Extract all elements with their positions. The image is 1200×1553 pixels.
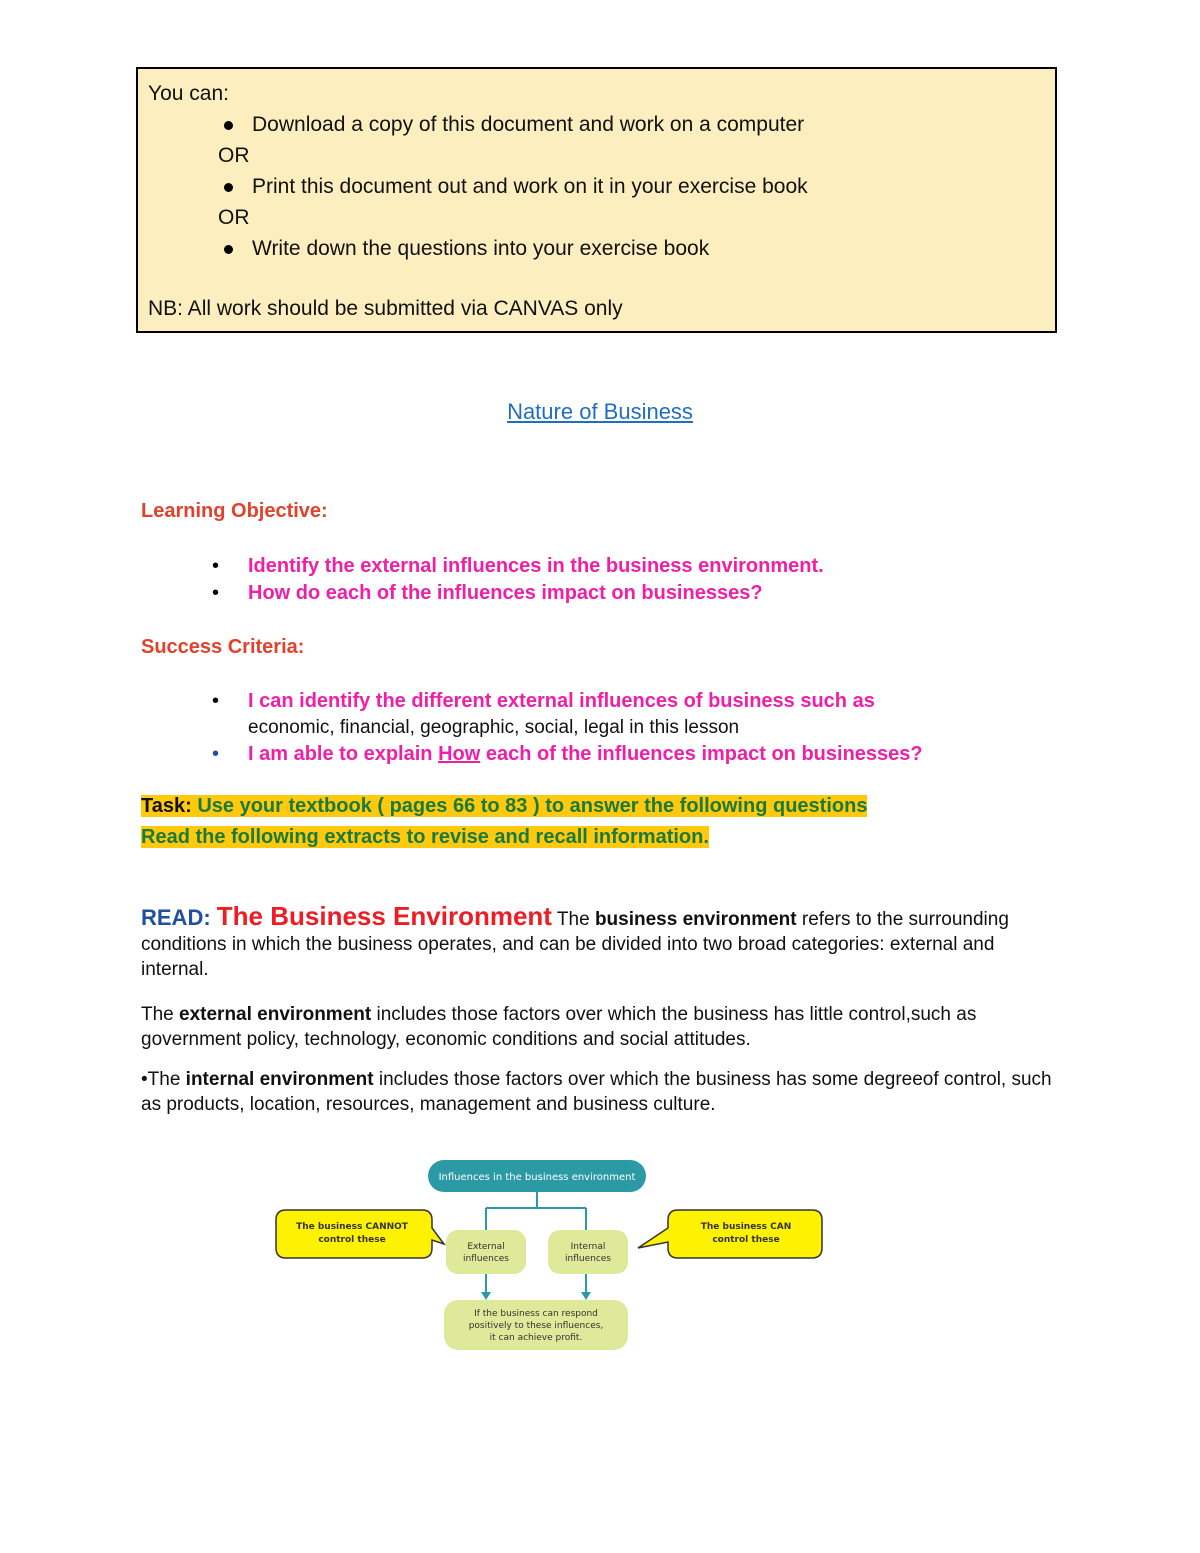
read-label: READ: (141, 905, 217, 930)
bullet-icon (224, 183, 233, 192)
notice-box (136, 67, 1057, 333)
notice-intro: You can: (148, 82, 229, 105)
result-label-line-2: positively to these influences, (468, 1321, 604, 1331)
criteria-how-emphasis: How (438, 743, 481, 765)
notice-option-1: Download a copy of this document and work on a computer (252, 113, 805, 136)
criteria-item-1-continued: economic, financial, geographic, social, legal in this lesson (248, 717, 740, 738)
influences-diagram (272, 1158, 828, 1354)
success-criteria-heading: Success Criteria: (141, 636, 305, 658)
read-title: The Business Environment (216, 901, 552, 931)
task-label: Task: (141, 795, 198, 817)
read-paragraph-2: The external environment includes those factors over which the business has little control,such as government policy, technology, economic conditions and social attitudes. (141, 1004, 977, 1050)
can-control-callout (638, 1210, 822, 1258)
bullet-icon: • (212, 690, 220, 712)
criteria-item-1: I can identify the different external influences of business such as (248, 690, 875, 712)
notice-nb: NB: All work should be submitted via CANVAS only (148, 297, 623, 320)
arrow-down-icon (581, 1292, 591, 1300)
bullet-icon (224, 245, 233, 254)
bullet-icon: • (212, 582, 220, 604)
bullet-icon: • (212, 743, 220, 765)
bullet-icon: • (212, 555, 220, 577)
external-label-line-2: influences (463, 1254, 509, 1264)
cannot-label-line-2: control these (318, 1235, 386, 1245)
objective-item-1: Identify the external influences in the business environment. (248, 555, 824, 577)
external-label-line-1: External (467, 1242, 505, 1252)
objective-item-2: How do each of the influences impact on businesses? (248, 582, 763, 604)
cannot-label-line-1: The business CANNOT (296, 1222, 408, 1232)
task-line-1 (141, 795, 867, 818)
notice-option-3: Write down the questions into your exercise book (252, 237, 710, 260)
can-label-line-2: control these (712, 1235, 780, 1245)
cannot-control-callout (276, 1210, 444, 1258)
learning-objective-heading: Learning Objective: (141, 500, 328, 522)
diagram-top-label: Influences in the business environment (438, 1172, 636, 1183)
can-label-line-1: The business CAN (700, 1222, 792, 1232)
result-label-line-1: If the business can respond (474, 1309, 598, 1319)
notice-option-2: Print this document out and work on it in your exercise book (252, 175, 808, 198)
task-instruction: Use your textbook ( pages 66 to 83 ) to answer the following questions (197, 795, 868, 817)
task-reading-instruction: Read the following extracts to revise and recall information. (141, 826, 709, 848)
internal-label-line-1: Internal (570, 1242, 606, 1252)
read-paragraph-1: READ: The Business Environment The business environment refers to the surrounding conditions in which the business operates, and can be divided into two broad categories: external and internal. (141, 901, 1009, 980)
notice-or-2: OR (218, 206, 250, 229)
read-paragraph-3: •The internal environment includes those factors over which the business has some degreeof control, such as products, location, resources, management and business culture. (141, 1069, 1052, 1115)
criteria-item-2: I am able to explain How each of the influences impact on businesses? (248, 743, 923, 765)
page-title: Nature of Business (507, 399, 693, 424)
diagram-internal-node (548, 1230, 628, 1274)
result-label-line-3: it can achieve profit. (489, 1333, 583, 1343)
task-line-2 (141, 826, 709, 849)
arrow-down-icon (481, 1292, 491, 1300)
notice-or-1: OR (218, 144, 250, 167)
bullet-icon (224, 121, 233, 130)
diagram-external-node (446, 1230, 526, 1274)
internal-label-line-2: influences (565, 1254, 611, 1264)
